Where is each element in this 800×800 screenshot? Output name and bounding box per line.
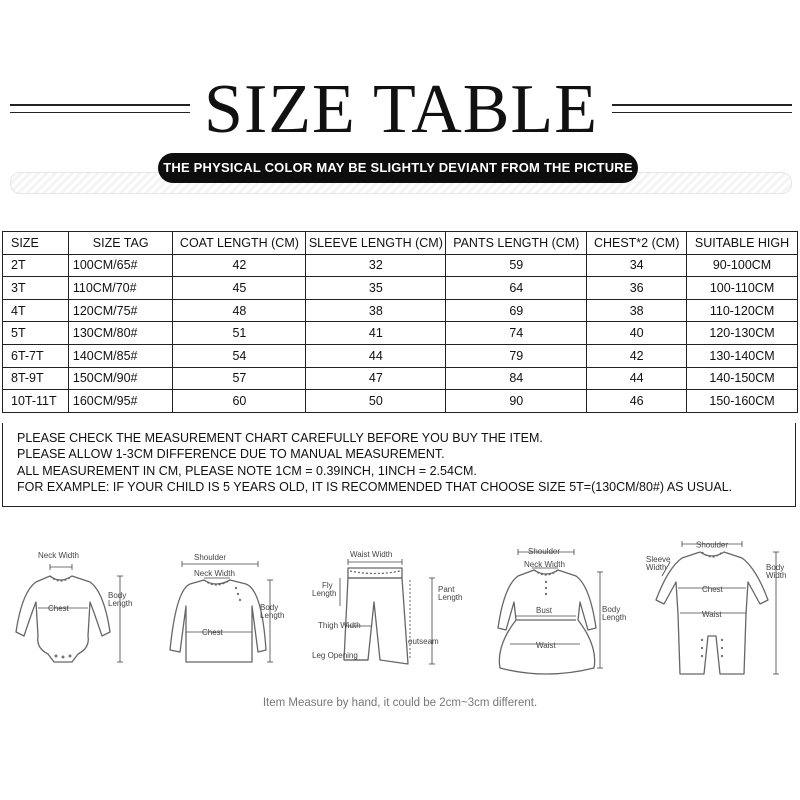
- shirt-chest-label: Chest: [202, 628, 223, 637]
- cell-chest: 38: [587, 299, 687, 322]
- title-rule-left: [10, 104, 190, 106]
- cell-size: 2T: [3, 254, 69, 277]
- cell-coat-length: 45: [173, 277, 306, 300]
- bodysuit-chest-label: Chest: [48, 604, 69, 613]
- cell-size: 8T-9T: [3, 367, 69, 390]
- cell-coat-length: 60: [173, 390, 306, 413]
- dress-shoulder-label: Shoulder: [528, 547, 561, 556]
- cell-coat-length: 57: [173, 367, 306, 390]
- title-area: [0, 70, 800, 150]
- pants-leg-label: Leg Opening: [312, 651, 358, 660]
- cell-size-tag: 100CM/65#: [68, 254, 173, 277]
- pants-outseam-label: outseam: [408, 637, 439, 646]
- pants-length-label: Length: [438, 593, 463, 602]
- dress-length-label: Length: [602, 613, 627, 622]
- header-suitable-high: SUITABLE HIGH: [687, 232, 798, 255]
- romper-body-label: Body: [766, 563, 785, 572]
- note-line: PLEASE ALLOW 1-3CM DIFFERENCE DUE TO MANUAL MEASUREMENT.: [17, 447, 445, 462]
- cell-chest: 36: [587, 277, 687, 300]
- pants-waist-label: Waist Width: [350, 550, 393, 559]
- romper-width-label: Width: [766, 571, 787, 580]
- dress-diagram: [480, 540, 630, 680]
- cell-sleeve-length: 35: [306, 277, 446, 300]
- cell-pants-length: 69: [446, 299, 587, 322]
- cell-coat-length: 42: [173, 254, 306, 277]
- table-row: [3, 299, 798, 322]
- cell-size: 5T: [3, 322, 69, 345]
- pants-thigh-label: Thigh Width: [318, 621, 361, 630]
- pants-fly-label: Fly: [322, 581, 333, 590]
- pants-diagram: [310, 540, 470, 680]
- cell-size-tag: 140CM/85#: [68, 344, 173, 367]
- shirt-diagram: [160, 540, 310, 680]
- note-line: ALL MEASUREMENT IN CM, PLEASE NOTE 1CM = 0.39INCH, 1INCH = 2.54CM.: [17, 463, 477, 478]
- cell-size: 6T-7T: [3, 344, 69, 367]
- romper-shoulder-label: Shoulder: [696, 540, 729, 550]
- cell-chest: 40: [587, 322, 687, 345]
- cell-size-tag: 120CM/75#: [68, 299, 173, 322]
- cell-pants-length: 79: [446, 344, 587, 367]
- table-row: [3, 277, 798, 300]
- cell-size-tag: 130CM/80#: [68, 322, 173, 345]
- cell-sleeve-length: 41: [306, 322, 446, 345]
- cell-suitable-high: 140-150CM: [687, 367, 798, 390]
- romper-chest-label: Chest: [702, 585, 723, 594]
- romper-diagram: [640, 540, 800, 680]
- title-rule-left-thin: [10, 112, 190, 113]
- header-size: SIZE: [3, 232, 69, 255]
- cell-size: 4T: [3, 299, 69, 322]
- cell-chest: 44: [587, 367, 687, 390]
- size-table: [2, 231, 798, 413]
- cell-chest: 46: [587, 390, 687, 413]
- cell-size: 10T-11T: [3, 390, 69, 413]
- header-size-tag: SIZE TAG: [68, 232, 173, 255]
- cell-coat-length: 48: [173, 299, 306, 322]
- bodysuit-neck-label: Neck Width: [38, 551, 79, 560]
- footer-note: Item Measure by hand, it could be 2cm~3cm different.: [262, 697, 538, 709]
- bodysuit-diagram: [0, 540, 140, 680]
- cell-suitable-high: 150-160CM: [687, 390, 798, 413]
- header-pants-length: PANTS LENGTH (CM): [446, 232, 587, 255]
- cell-size-tag: 110CM/70#: [68, 277, 173, 300]
- shirt-length-label: Length: [260, 611, 285, 620]
- cell-sleeve-length: 44: [306, 344, 446, 367]
- dress-neck-label: Neck Width: [524, 560, 565, 569]
- shirt-shoulder-label: Shoulder: [194, 553, 227, 562]
- cell-size-tag: 160CM/95#: [68, 390, 173, 413]
- cell-coat-length: 51: [173, 322, 306, 345]
- shirt-neck-label: Neck Width: [194, 569, 235, 578]
- cell-suitable-high: 130-140CM: [687, 344, 798, 367]
- cell-sleeve-length: 50: [306, 390, 446, 413]
- page-title: SIZE TABLE: [204, 71, 598, 148]
- cell-pants-length: 90: [446, 390, 587, 413]
- measurement-notes: [2, 423, 796, 507]
- cell-sleeve-length: 32: [306, 254, 446, 277]
- romper-sleeve-width-label: Width: [646, 563, 667, 572]
- header-chest: CHEST*2 (CM): [587, 232, 687, 255]
- cell-chest: 42: [587, 344, 687, 367]
- dress-bust-label: Bust: [536, 606, 553, 615]
- table-row: [3, 254, 798, 277]
- cell-size-tag: 150CM/90#: [68, 367, 173, 390]
- note-line: PLEASE CHECK THE MEASUREMENT CHART CAREFULLY BEFORE YOU BUY THE ITEM.: [17, 431, 543, 445]
- cell-coat-length: 54: [173, 344, 306, 367]
- cell-pants-length: 59: [446, 254, 587, 277]
- table-row: [3, 390, 798, 413]
- cell-sleeve-length: 38: [306, 299, 446, 322]
- pants-pant-label: Pant: [438, 585, 455, 594]
- shirt-body-label: Body: [260, 603, 279, 612]
- header-sleeve-length: SLEEVE LENGTH (CM): [306, 232, 446, 255]
- note-line: FOR EXAMPLE: IF YOUR CHILD IS 5 YEARS OLD, IT IS RECOMMENDED THAT CHOOSE SIZE 5T=(130CM/80#) AS USUAL.: [17, 480, 733, 495]
- cell-suitable-high: 90-100CM: [687, 254, 798, 277]
- cell-pants-length: 74: [446, 322, 587, 345]
- cell-pants-length: 84: [446, 367, 587, 390]
- cell-pants-length: 64: [446, 277, 587, 300]
- cell-suitable-high: 100-110CM: [687, 277, 798, 300]
- cell-chest: 34: [587, 254, 687, 277]
- table-row: [3, 344, 798, 367]
- romper-sleeve-label: Sleeve: [646, 555, 671, 564]
- cell-suitable-high: 110-120CM: [687, 299, 798, 322]
- bodysuit-length-label: Length: [108, 599, 133, 608]
- romper-waist-label: Waist: [702, 610, 722, 619]
- header-coat-length: COAT LENGTH (CM): [173, 232, 306, 255]
- dress-body-label: Body: [602, 605, 621, 614]
- measurement-diagrams: [0, 540, 800, 680]
- title-rule-right: [612, 104, 792, 106]
- title-rule-right-thin: [612, 112, 792, 113]
- pants-fly-length-label: Length: [312, 589, 337, 598]
- cell-size: 3T: [3, 277, 69, 300]
- table-row: [3, 322, 798, 345]
- dress-waist-label: Waist: [536, 641, 556, 650]
- color-notice-ribbon: THE PHYSICAL COLOR MAY BE SLIGHTLY DEVIANT FROM THE PICTURE: [158, 153, 638, 183]
- cell-suitable-high: 120-130CM: [687, 322, 798, 345]
- table-row: [3, 367, 798, 390]
- bodysuit-body-label: Body: [108, 591, 127, 600]
- cell-sleeve-length: 47: [306, 367, 446, 390]
- table-header-row: [3, 232, 798, 255]
